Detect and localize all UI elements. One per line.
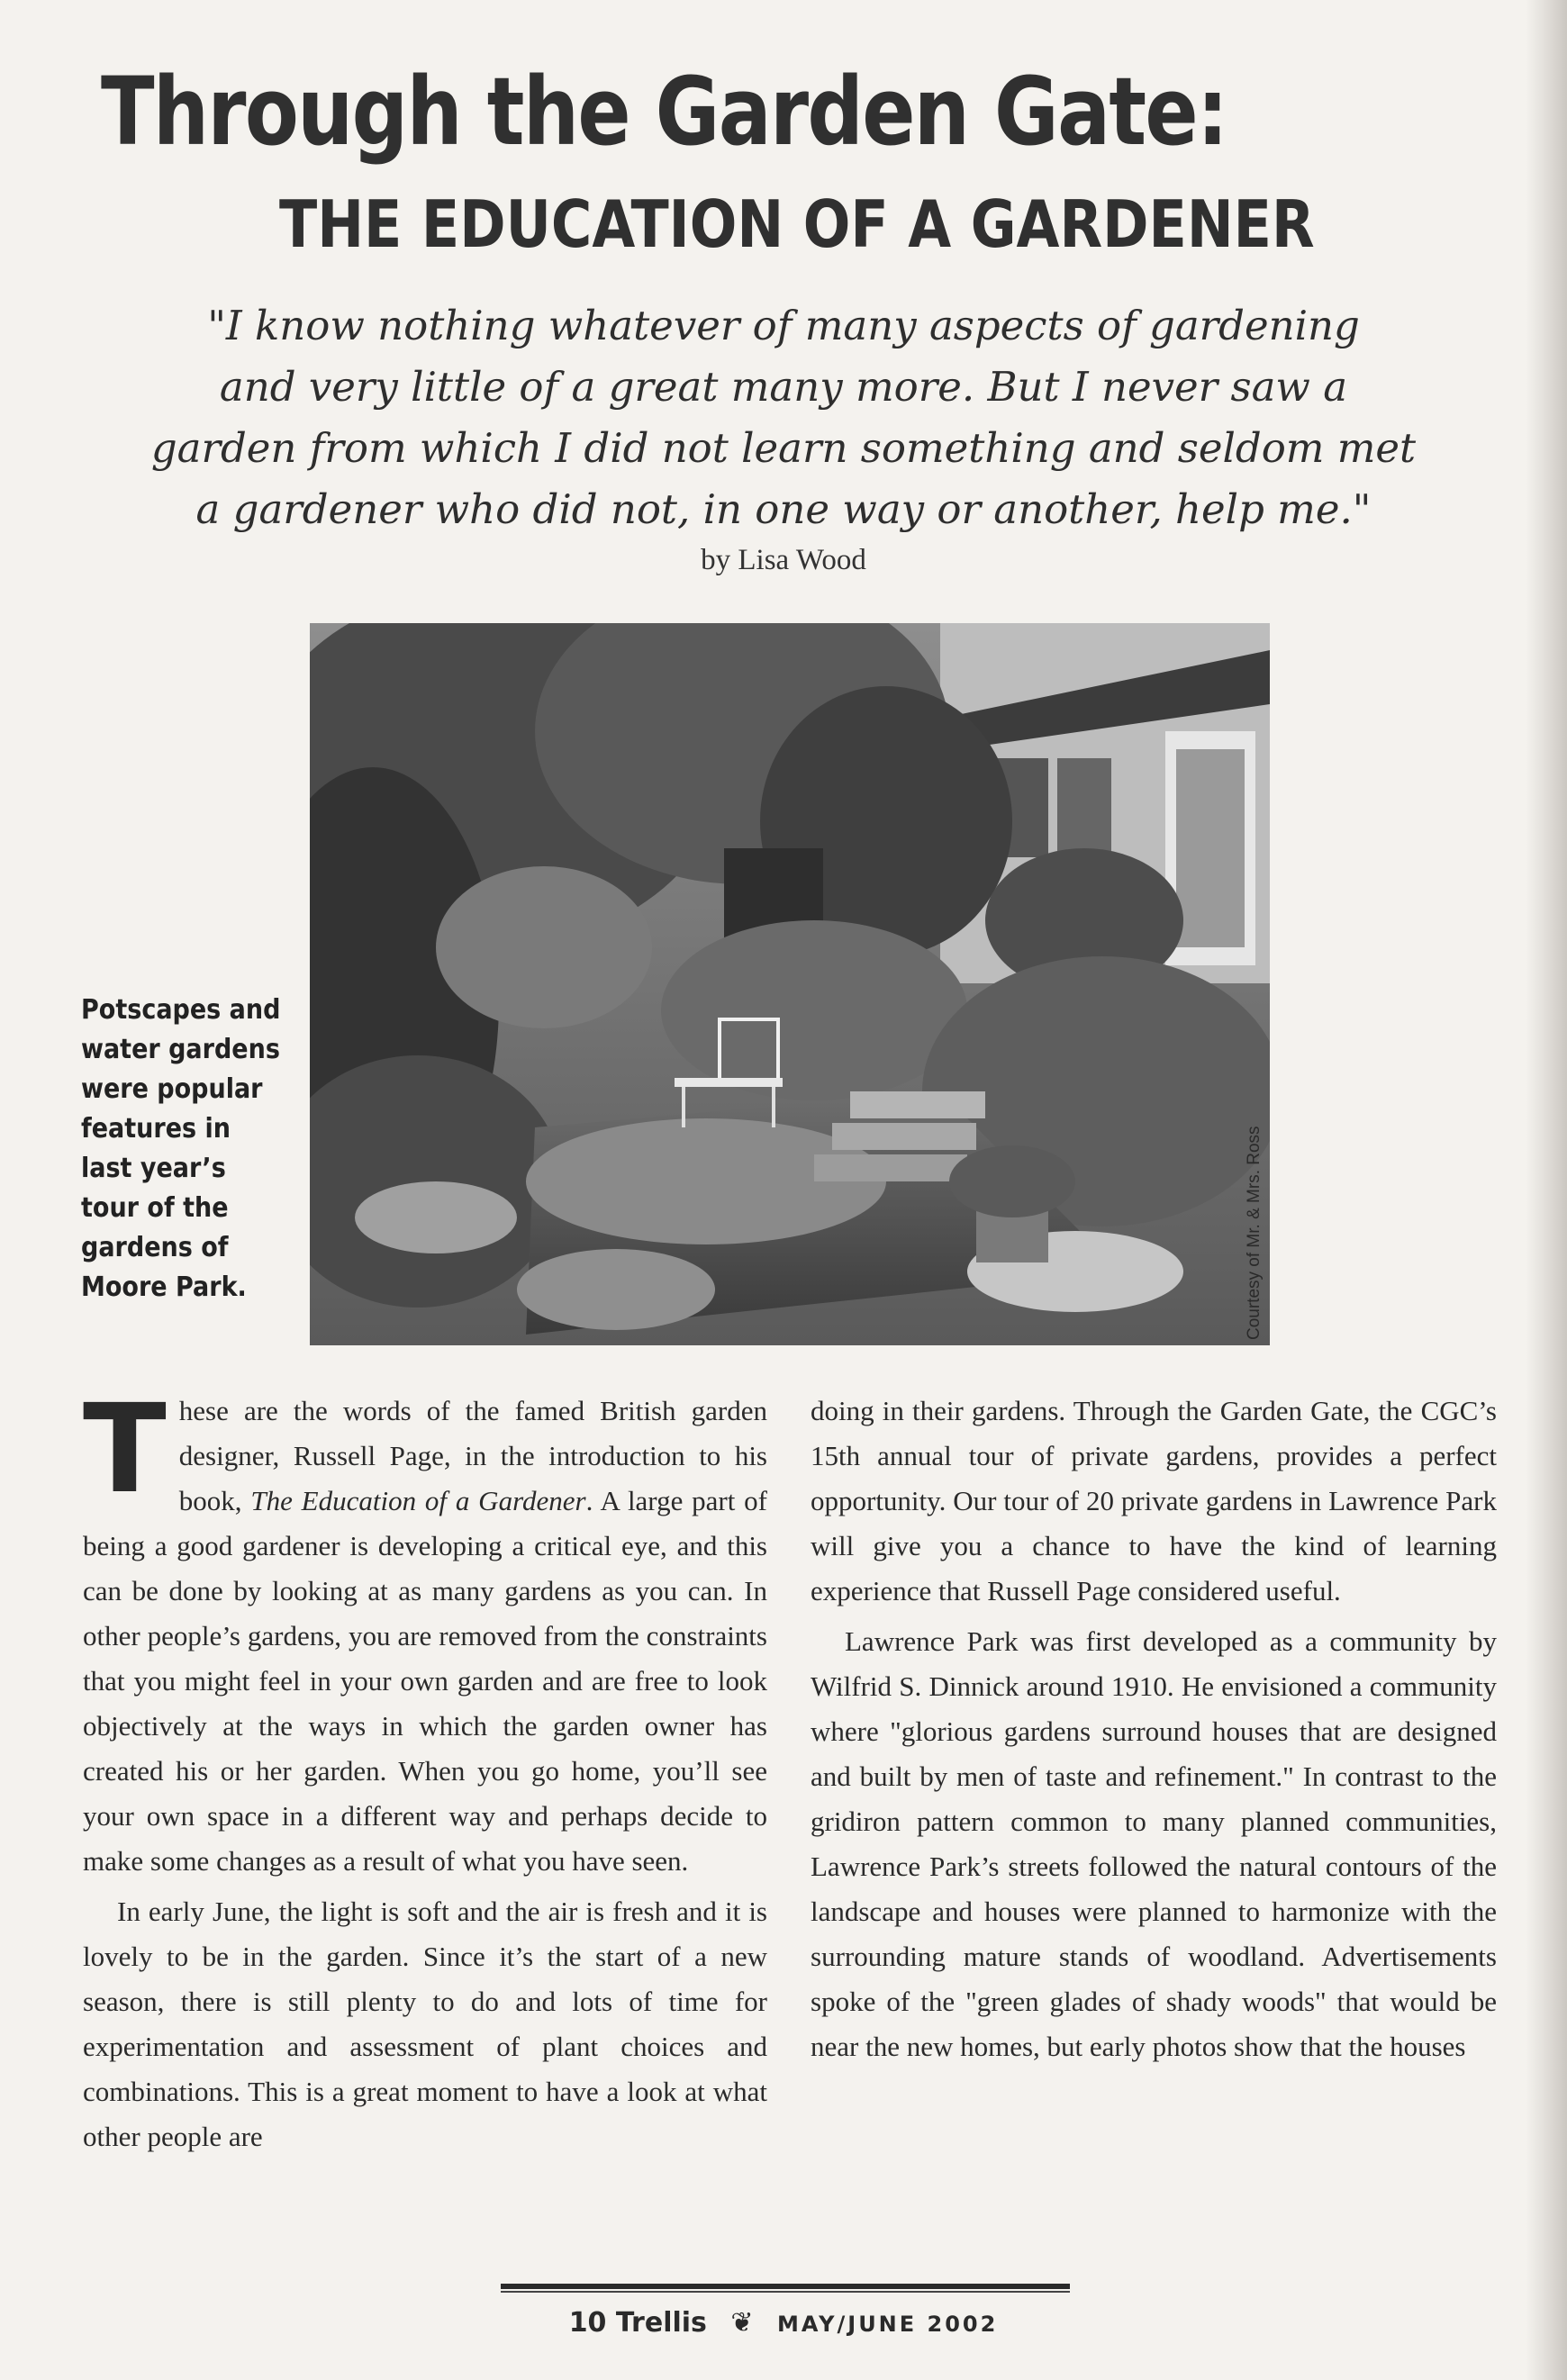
page-footer	[0, 2307, 1567, 2339]
book-title: The Education of a Gardener	[250, 1485, 586, 1516]
photo-credit: Courtesy of Mr. & Mrs. Ross	[1245, 1126, 1264, 1340]
quote-line: and very little of a great many more. But I never saw a	[219, 363, 1348, 411]
left-column	[83, 1379, 767, 2159]
article-title: Through the Garden Gate:	[101, 57, 1227, 167]
quote-line: "I know nothing whatever of many aspects of gardening	[207, 302, 1360, 349]
photo-caption: Potscapes and water gardens were popular features in last year’s tour of the gardens of Moore Park.	[81, 994, 281, 1303]
drop-cap: T	[83, 1379, 167, 1521]
quote-line: garden from which I did not learn something and seldom met	[150, 424, 1417, 472]
garden-photo	[310, 623, 1270, 1345]
page-number: 10	[568, 2307, 607, 2339]
pull-quote	[63, 295, 1504, 540]
article-subtitle: THE EDUCATION OF A GARDENER	[279, 186, 1315, 262]
footer-rule	[501, 2284, 1070, 2289]
leaf-icon: ❦	[730, 2307, 754, 2339]
paragraph: doing in their gardens. Through the Garden Gate, the CGC’s 15th annual tour of private gardens, provides a perfect opportunity. Our tour of 20 private gardens in Lawrence Park will give you a chance to have the kind of learning experience that Russell Page considered useful.	[811, 1395, 1497, 1606]
paragraph	[83, 1379, 767, 1884]
issue-date: MAY/JUNE 2002	[776, 2312, 999, 2337]
byline: by Lisa Wood	[701, 544, 866, 576]
quote-line: a gardener who did not, in one way or another, help me."	[195, 485, 1372, 533]
page-edge	[1526, 0, 1567, 2380]
footer-rule	[501, 2291, 1070, 2293]
text-run: hese are the words of the famed British garden designer, Russell Page, in the introduction to his book,	[178, 1395, 767, 1516]
magazine-name: Trellis	[615, 2307, 707, 2339]
paragraph: In early June, the light is soft and the air is fresh and it is lovely to be in the garden. Since it’s the start of a new season, there is still plenty to do and lots of time for experimentation and assessment of plant choices and combinations. This is a great moment to have a look at what other people are	[83, 1896, 767, 2152]
right-column	[811, 1389, 1497, 2069]
text-run: . A large part of being a good gardener is developing a critical eye, and this can be done by looking at as many gardens as you can. In other people’s gardens, you are removed from the constraints that you might feel in your own garden and are free to look objectively at the ways in which the garden owner has created his or her garden. When you go home, you’ll see your own space in a different way and perhaps decide to make some changes as a result of what you have seen.	[83, 1485, 767, 1877]
paragraph: Lawrence Park was first developed as a community by Wilfrid S. Dinnick around 1910. He envisioned a community where "glorious gardens surround houses that are designed and built by men of taste and refinement." In contrast to the gridiron pattern common to many planned communities, Lawrence Park’s streets followed the natural contours of the landscape and houses were planned to harmonize with the surrounding mature stands of woodland. Advertisements spoke of the "green glades of shady woods" that would be near the new homes, but early photos show that the houses	[811, 1625, 1497, 2062]
